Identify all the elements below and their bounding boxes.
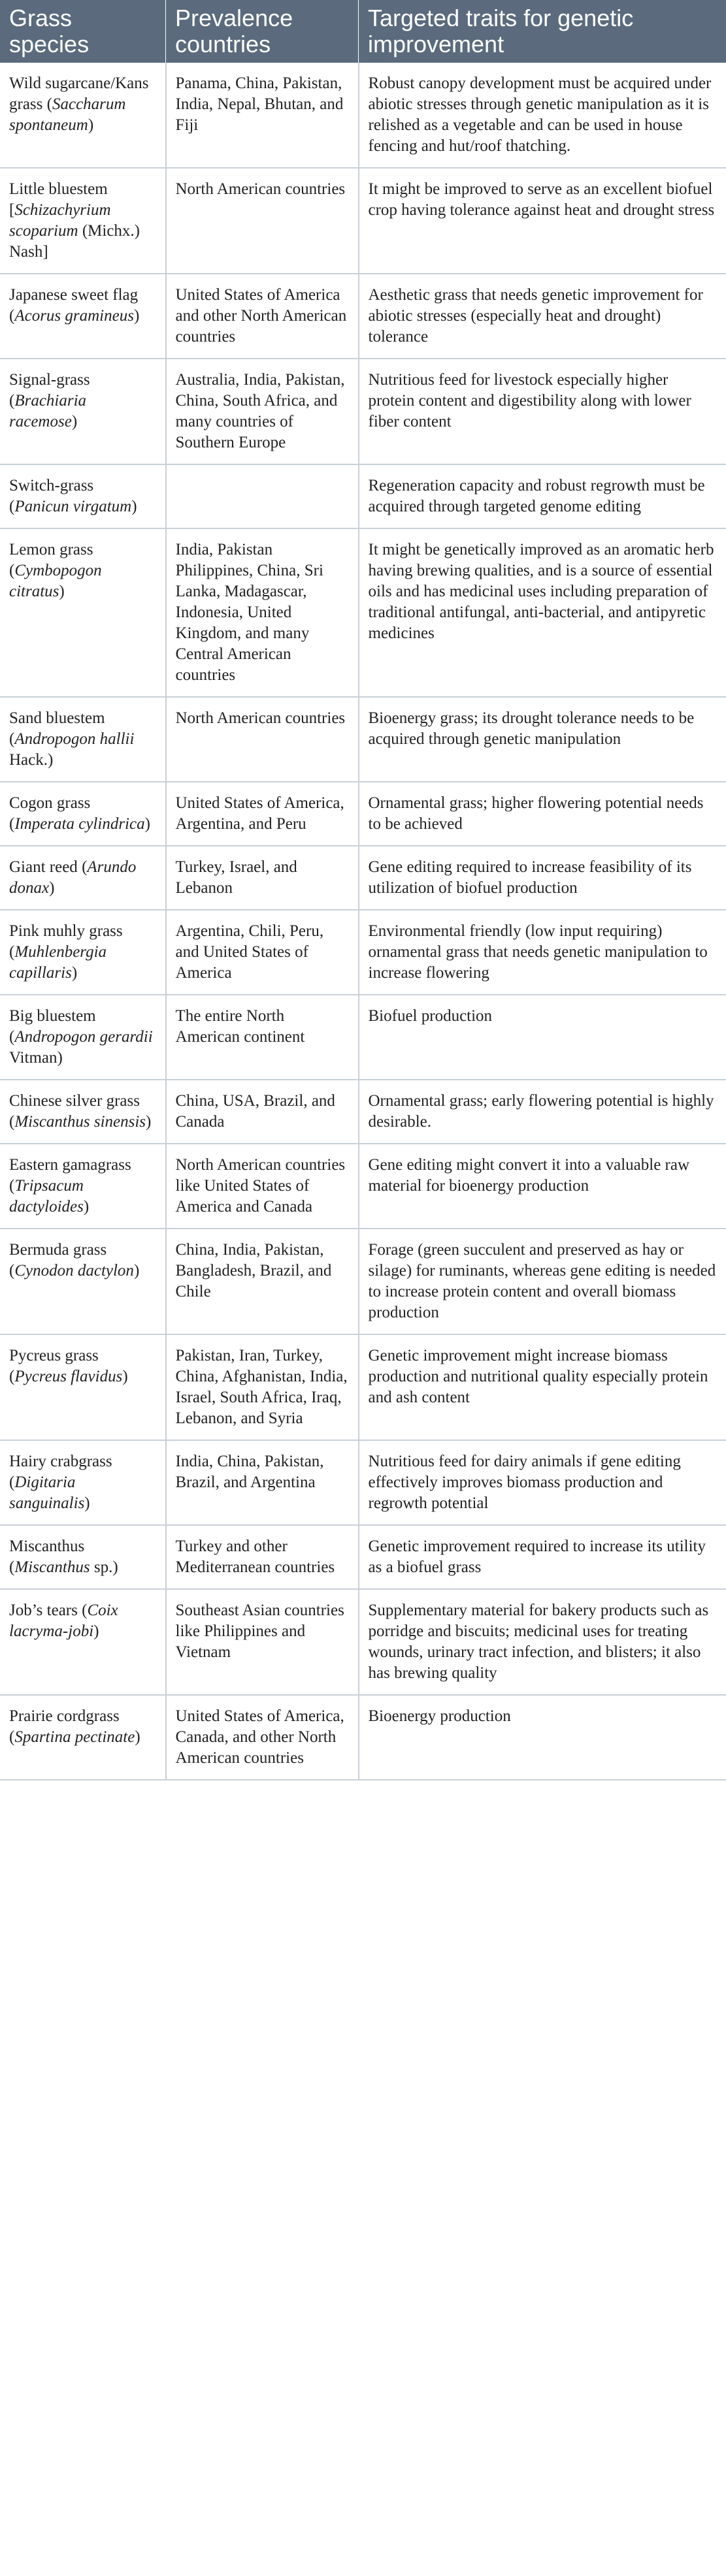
targeted-traits-cell: Genetic improvement required to increase its utility as a biofuel grass [359, 1525, 726, 1589]
species-cell [0, 1334, 166, 1440]
species-common-name: Signal-grass [9, 371, 90, 389]
table-header [0, 0, 726, 63]
prevalence-countries-cell: The entire North American continent [166, 995, 359, 1080]
species-paren-open: ( [9, 730, 15, 748]
species-paren-open: ( [9, 1368, 15, 1385]
species-common-name: Miscanthus [9, 1538, 85, 1555]
species-common-name: Prairie cordgrass [9, 1707, 120, 1725]
species-paren-close: ) [88, 116, 94, 134]
table-row [0, 1695, 726, 1780]
header-targeted-traits: Targeted traits for genetic improvement [359, 0, 726, 63]
table-row [0, 464, 726, 528]
header-row [0, 0, 726, 63]
targeted-traits-cell: Gene editing required to increase feasibility of its utilization of biofuel production [359, 846, 726, 910]
table-row [0, 782, 726, 846]
species-latin-name: Spartina pectinate [14, 1728, 135, 1746]
species-paren-open: ( [9, 1558, 15, 1576]
species-paren-close: Hack.) [9, 751, 54, 769]
species-paren-open: ( [46, 95, 52, 113]
species-paren-close: ) [135, 1728, 140, 1746]
targeted-traits-cell: Ornamental grass; higher flowering potential needs to be achieved [359, 782, 726, 846]
species-paren-close: Vitman) [9, 1049, 63, 1067]
species-latin-name: Brachiaria racemose [9, 392, 87, 430]
species-paren-open: ( [9, 498, 15, 515]
prevalence-countries-cell: Panama, China, Pakistan, India, Nepal, Bhutan, and Fiji [166, 63, 359, 168]
prevalence-countries-cell: Argentina, Chili, Peru, and United States of America [166, 910, 359, 995]
table-row [0, 910, 726, 995]
species-common-name: Giant reed [9, 858, 78, 876]
species-paren-open: ( [9, 1728, 15, 1746]
species-paren-close: ) [93, 1622, 99, 1640]
species-paren-close: ) [131, 498, 137, 515]
species-paren-open: ( [9, 943, 15, 961]
prevalence-countries-cell: United States of America and other North American countries [166, 274, 359, 359]
species-common-name: Big bluestem [9, 1007, 96, 1025]
targeted-traits-cell: Environmental friendly (low input requiring) ornamental grass that needs genetic manipulation to increase flowering [359, 910, 726, 995]
species-common-name: Wild sugarcane/Kans grass [9, 74, 149, 113]
species-latin-name: Arundo donax [9, 858, 137, 897]
table-row [0, 1080, 726, 1144]
table-row [0, 1589, 726, 1695]
table-row [0, 995, 726, 1080]
species-cell [0, 528, 166, 697]
species-common-name: Pink muhly grass [9, 922, 123, 940]
species-latin-name: Imperata cylindrica [14, 815, 145, 833]
prevalence-countries-cell: India, China, Pakistan, Brazil, and Argentina [166, 1440, 359, 1525]
species-common-name: Japanese sweet flag [9, 286, 139, 304]
header-grass-species: Grass species [0, 0, 166, 63]
table-row [0, 1525, 726, 1589]
species-latin-name: Andropogon gerardii [14, 1028, 153, 1046]
table-row [0, 63, 726, 168]
species-paren-close: ) [146, 1113, 152, 1131]
species-paren-close: ) [83, 1198, 90, 1216]
table-row [0, 1144, 726, 1229]
table-row [0, 168, 726, 274]
species-latin-name: Muhlenbergia capillaris [9, 943, 107, 982]
prevalence-countries-cell [166, 464, 359, 528]
table-row [0, 528, 726, 697]
species-paren-close: ) [71, 413, 78, 430]
species-paren-open: ( [82, 1602, 88, 1619]
species-paren-close: ) [122, 1368, 128, 1385]
prevalence-countries-cell: Southeast Asian countries like Philippines and Vietnam [166, 1589, 359, 1695]
prevalence-countries-cell: China, USA, Brazil, and Canada [166, 1080, 359, 1144]
species-paren-close: ) [59, 583, 65, 600]
targeted-traits-cell: Nutritious feed for dairy animals if gene editing effectively improves biomass production and regrowth potential [359, 1440, 726, 1525]
prevalence-countries-cell: China, India, Pakistan, Bangladesh, Brazil, and Chile [166, 1229, 359, 1334]
targeted-traits-cell: It might be genetically improved as an aromatic herb having brewing qualities, and is a source of essential oils and has medicinal uses including preparation of traditional antifungal, anti-bacterial, and antipyretic medicines [359, 528, 726, 697]
species-common-name: Job’s tears [9, 1602, 78, 1619]
table-row [0, 1334, 726, 1440]
species-latin-name: Miscanthus sinensis [14, 1113, 146, 1131]
prevalence-countries-cell: Pakistan, Iran, Turkey, China, Afghanistan, India, Israel, South Africa, Iraq, Lebanon, and Syria [166, 1334, 359, 1440]
targeted-traits-cell: Bioenergy grass; its drought tolerance needs to be acquired through genetic manipulation [359, 697, 726, 782]
species-latin-name: Schizachyrium scoparium [9, 201, 111, 240]
species-paren-open: ( [9, 1028, 15, 1046]
species-cell [0, 63, 166, 168]
table-row [0, 697, 726, 782]
species-common-name: Switch-grass [9, 477, 94, 494]
prevalence-countries-cell: North American countries [166, 168, 359, 274]
species-common-name: Hairy crabgrass [9, 1453, 112, 1470]
species-paren-open: ( [9, 815, 15, 833]
table-row [0, 274, 726, 359]
table-row [0, 359, 726, 464]
table-row [0, 846, 726, 910]
species-paren-close: ) [84, 1494, 90, 1512]
prevalence-countries-cell: North American countries [166, 697, 359, 782]
species-paren-open: ( [9, 1262, 15, 1280]
species-paren-open: ( [9, 562, 15, 579]
species-paren-close: ) [49, 879, 55, 897]
species-cell [0, 168, 166, 274]
species-latin-name: Acorus gramineus [14, 307, 134, 325]
species-latin-name: Digitaria sanguinalis [9, 1473, 85, 1512]
species-cell [0, 359, 166, 464]
species-latin-name: Pycreus flavidus [14, 1368, 123, 1385]
species-paren-open: [ [9, 201, 15, 219]
species-cell [0, 1695, 166, 1780]
targeted-traits-cell: Ornamental grass; early flowering potential is highly desirable. [359, 1080, 726, 1144]
species-common-name: Little bluestem [9, 180, 108, 198]
species-paren-open: ( [9, 307, 15, 325]
species-cell [0, 697, 166, 782]
species-common-name: Chinese silver grass [9, 1092, 140, 1110]
targeted-traits-cell: Supplementary material for bakery products such as porridge and biscuits; medicinal uses for treating wounds, urinary tract infection, and blisters; it also has brewing quality [359, 1589, 726, 1695]
species-latin-name: Coix lacryma-jobi [9, 1602, 118, 1640]
species-paren-open: ( [9, 1473, 15, 1491]
species-common-name: Bermuda grass [9, 1241, 107, 1259]
targeted-traits-cell: Biofuel production [359, 995, 726, 1080]
species-paren-close: ) [133, 1262, 140, 1280]
species-paren-close: ) [133, 307, 140, 325]
species-paren-open: ( [9, 392, 15, 410]
species-cell [0, 1080, 166, 1144]
species-cell [0, 1229, 166, 1334]
prevalence-countries-cell: United States of America, Argentina, and Peru [166, 782, 359, 846]
species-common-name: Pycreus grass [9, 1347, 99, 1364]
prevalence-countries-cell: India, Pakistan Philippines, China, Sri Lanka, Madagascar, Indonesia, United Kingdom, and many Central American countries [166, 528, 359, 697]
prevalence-countries-cell: North American countries like United States of America and Canada [166, 1144, 359, 1229]
species-paren-close: (Michx.) Nash] [9, 222, 140, 261]
species-paren-close: sp.) [90, 1558, 118, 1576]
prevalence-countries-cell: Australia, India, Pakistan, China, South Africa, and many countries of Southern Europe [166, 359, 359, 464]
targeted-traits-cell: It might be improved to serve as an excellent biofuel crop having tolerance against heat and drought stress [359, 168, 726, 274]
species-cell [0, 910, 166, 995]
targeted-traits-cell: Gene editing might convert it into a valuable raw material for bioenergy production [359, 1144, 726, 1229]
species-latin-name: Panicun virgatum [14, 498, 132, 515]
species-common-name: Eastern gamagrass [9, 1156, 131, 1174]
species-common-name: Cogon grass [9, 794, 91, 812]
species-cell [0, 274, 166, 359]
species-latin-name: Saccharum spontaneum [9, 95, 126, 134]
table-body [0, 63, 726, 1780]
species-cell [0, 1144, 166, 1229]
species-paren-open: ( [9, 1177, 15, 1195]
prevalence-countries-cell: United States of America, Canada, and other North American countries [166, 1695, 359, 1780]
targeted-traits-cell: Regeneration capacity and robust regrowth must be acquired through targeted genome editing [359, 464, 726, 528]
species-cell [0, 464, 166, 528]
targeted-traits-cell: Bioenergy production [359, 1695, 726, 1780]
species-paren-close: ) [144, 815, 150, 833]
targeted-traits-cell: Nutritious feed for livestock especially higher protein content and digestibility along with lower fiber content [359, 359, 726, 464]
species-cell [0, 1440, 166, 1525]
targeted-traits-cell: Genetic improvement might increase biomass production and nutritional quality especially protein and ash content [359, 1334, 726, 1440]
species-latin-name: Cymbopogon citratus [9, 562, 102, 600]
species-latin-name: Miscanthus [14, 1558, 90, 1576]
species-cell [0, 1525, 166, 1589]
prevalence-countries-cell: Turkey and other Mediterranean countries [166, 1525, 359, 1589]
species-cell [0, 846, 166, 910]
species-paren-open: ( [82, 858, 88, 876]
header-prevalence-countries: Prevalence countries [166, 0, 359, 63]
targeted-traits-cell: Robust canopy development must be acquired under abiotic stresses through genetic manipulation as it is relished as a vegetable and can be used in house fencing and hut/roof thatching. [359, 63, 726, 168]
species-paren-open: ( [9, 1113, 15, 1131]
table-row [0, 1440, 726, 1525]
species-cell [0, 995, 166, 1080]
species-latin-name: Cynodon dactylon [14, 1262, 134, 1280]
targeted-traits-cell: Aesthetic grass that needs genetic improvement for abiotic stresses (especially heat and drought) tolerance [359, 274, 726, 359]
species-latin-name: Tripsacum dactyloides [9, 1177, 84, 1216]
species-common-name: Lemon grass [9, 541, 93, 558]
table-row [0, 1229, 726, 1334]
prevalence-countries-cell: Turkey, Israel, and Lebanon [166, 846, 359, 910]
species-latin-name: Andropogon hallii [14, 730, 135, 748]
species-cell [0, 782, 166, 846]
species-cell [0, 1589, 166, 1695]
targeted-traits-cell: Forage (green succulent and preserved as hay or silage) for ruminants, whereas gene editing is needed to increase protein content and overall biomass production [359, 1229, 726, 1334]
species-common-name: Sand bluestem [9, 709, 105, 727]
species-paren-close: ) [71, 964, 78, 982]
